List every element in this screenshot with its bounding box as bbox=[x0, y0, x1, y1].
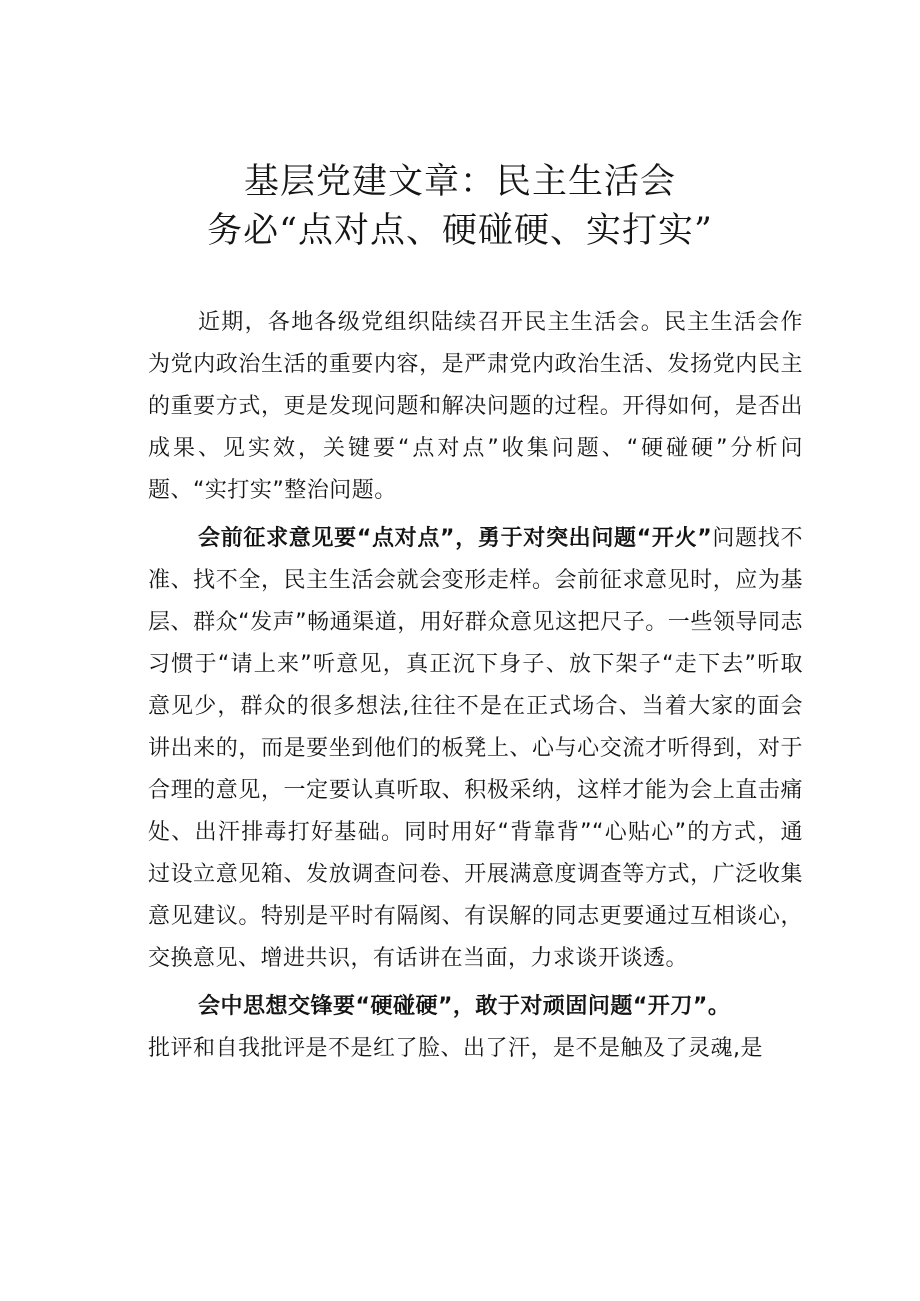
article-body bbox=[148, 302, 803, 1070]
paragraph-2-heading: 会前征求意见要“点对点”，勇于对突出问题“开火” bbox=[198, 526, 713, 551]
title-line-1: 基层党建文章：民主生活会 bbox=[243, 162, 676, 202]
paragraph-2 bbox=[148, 518, 803, 980]
paragraph-1-text: 近期，各地各级党组织陆续召开民主生活会。民主生活会作为党内政治生活的重要内容，是严肃党内政治生活、发扬党内民主的重要方式，更是发现问题和解决问题的过程。开得如何，是否出成果、见实效，关键要“点对点”收集问题、“硬碰硬”分析问题、“实打实”整治问题。 bbox=[148, 310, 803, 503]
paragraph-3-heading: 会中思想交锋要“硬碰硬”，敢于对顽固问题“开刀”。 bbox=[198, 994, 731, 1019]
paragraph-3-text: 批评和自我批评是不是红了脸、出了汗，是不是触及了灵魂,是 bbox=[148, 1036, 763, 1061]
title-line-2: 务必“点对点、硬碰硬、实打实” bbox=[207, 211, 713, 251]
article-title bbox=[0, 158, 920, 256]
paragraph-3 bbox=[148, 986, 803, 1070]
paragraph-2-text: 问题找不准、找不全，民主生活会就会变形走样。会前征求意见时，应为基层、群众“发声”畅通渠道，用好群众意见这把尺子。一些领导同志习惯于“请上来”听意见，真正沉下身子、放下架子“走下去”听取意见少，群众的很多想法,往往不是在正式场合、当着大家的面会讲出来的，而是要坐到他们的板凳上、心与心交流才听得到，对于合理的意见，一定要认真听取、积极采纳，这样才能为会上直击痛处、出汗排毒打好基础。同时用好“背靠背”“心贴心”的方式，通过设立意见箱、发放调查问卷、开展满意度调查等方式，广泛收集意见建议。特别是平时有隔阂、有误解的同志更要通过互相谈心，交换意见、增进共识，有话讲在当面，力求谈开谈透。 bbox=[148, 526, 803, 971]
paragraph-1 bbox=[148, 302, 803, 512]
